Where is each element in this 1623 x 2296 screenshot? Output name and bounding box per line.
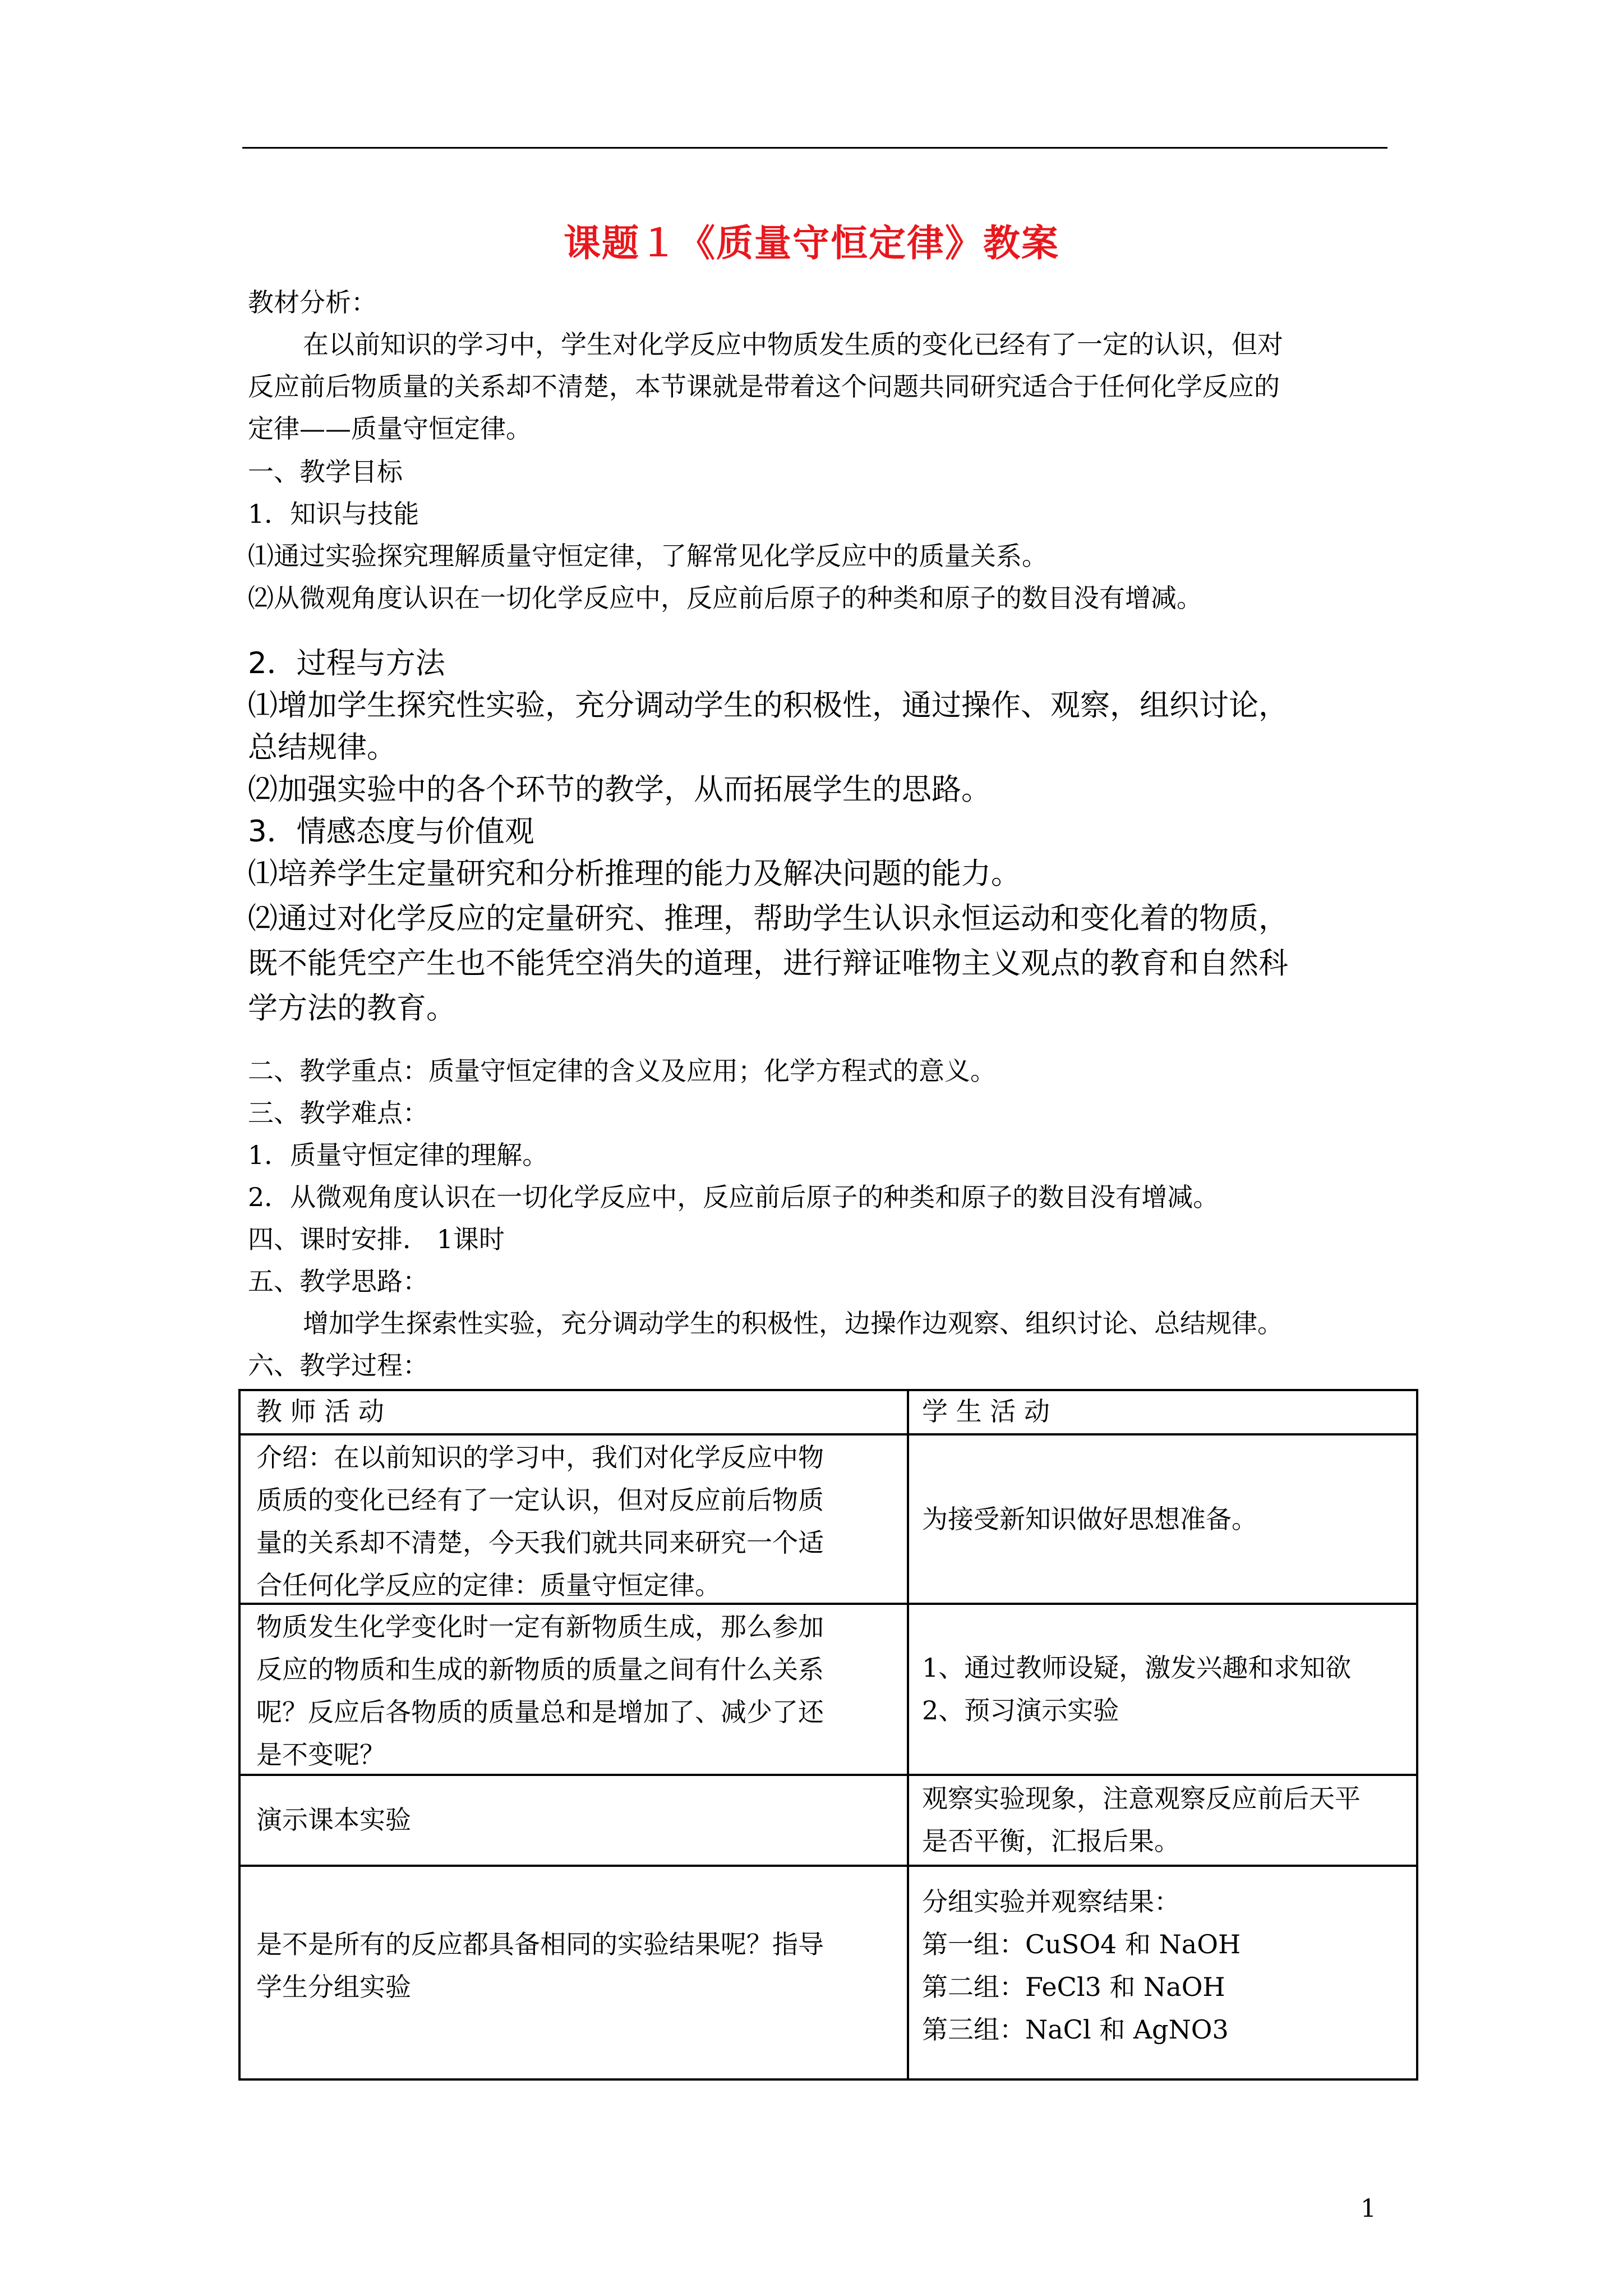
process-heading: 2．过程与方法	[248, 646, 445, 680]
analysis-line-1: 在以前知识的学习中，学生对化学反应中物质发生质的变化已经有了一定的认识，但对	[303, 329, 1283, 360]
cell-line: 1、通过教师设疑，激发兴趣和求知欲	[922, 1653, 1352, 1683]
cell-line: 反应的物质和生成的新物质的质量之间有什么关系	[256, 1654, 824, 1685]
cell-line: 2、预习演示实验	[922, 1695, 1119, 1726]
knowledge-item-2: ⑵从微观角度认识在一切化学反应中，反应前后原子的种类和原子的数目没有增减。	[248, 583, 1202, 613]
goals-heading: 一、教学目标	[248, 457, 403, 487]
emotion-heading: 3．情感态度与价值观	[248, 815, 534, 849]
cell-line: 第一组：CuSO4 和 NaOH	[922, 1929, 1241, 1959]
knowledge-heading: 1．知识与技能	[248, 499, 419, 529]
cell-line: 量的关系却不清楚，今天我们就共同来研究一个适	[256, 1527, 824, 1558]
cell-line: 为接受新知识做好思想准备。	[922, 1504, 1257, 1534]
teacher-cell	[256, 1923, 824, 2008]
approach-text: 增加学生探索性实验，充分调动学生的积极性，边操作边观察、组织讨论、总结规律。	[303, 1308, 1283, 1338]
student-cell	[922, 1646, 1351, 1732]
process-line-2: 总结规律。	[248, 730, 396, 765]
cell-line: 学生分组实验	[256, 1972, 411, 2002]
key-points: 二、教学重点：质量守恒定律的含义及应用；化学方程式的意义。	[248, 1056, 996, 1086]
cell-line: 第二组：FeCl3 和 NaOH	[922, 1972, 1225, 2002]
knowledge-item-1: ⑴通过实验探究理解质量守恒定律，了解常见化学反应中的质量关系。	[248, 541, 1048, 571]
teaching-process-table	[238, 1389, 1418, 2081]
header-teacher: 教 师 活 动	[256, 1396, 384, 1427]
analysis-line-2: 反应前后物质量的关系却不清楚，本节课就是带着这个问题共同研究适合于任何化学反应的	[248, 371, 1280, 402]
teacher-cell	[256, 1436, 824, 1607]
row-divider	[241, 1865, 1416, 1867]
cell-line: 分组实验并观察结果：	[922, 1887, 1180, 1917]
cell-line: 是不变呢？	[256, 1740, 385, 1770]
difficulty-item-2: 2．从微观角度认识在一切化学反应中，反应前后原子的种类和原子的数目没有增减。	[248, 1182, 1219, 1212]
emotion-line-3: 既不能凭空产生也不能凭空消失的道理，进行辩证唯物主义观点的教育和自然科	[248, 946, 1288, 981]
student-cell	[922, 1777, 1361, 1862]
process-table-heading: 六、教学过程：	[248, 1350, 428, 1381]
header-student: 学 生 活 动	[922, 1396, 1050, 1427]
emotion-line-1: ⑴培养学生定量研究和分析推理的能力及解决问题的能力。	[248, 857, 1021, 891]
column-divider	[907, 1391, 909, 2078]
schedule: 四、课时安排． 1课时	[248, 1224, 505, 1254]
page-title: 课题１《质量守恒定律》教案	[564, 221, 1059, 265]
header-rule	[242, 147, 1387, 149]
cell-line: 质质的变化已经有了一定认识，但对反应前后物质	[256, 1485, 824, 1515]
cell-line: 第三组：NaCl 和 AgNO3	[922, 2014, 1229, 2045]
row-divider	[241, 1433, 1416, 1435]
cell-line: 演示课本实验	[256, 1805, 411, 1835]
analysis-heading: 教材分析：	[248, 287, 377, 318]
student-cell	[922, 1880, 1241, 2051]
cell-line: 是不是所有的反应都具备相同的实验结果呢？指导	[256, 1929, 824, 1959]
emotion-line-4: 学方法的教育。	[248, 991, 456, 1025]
cell-line: 是否平衡，汇报后果。	[922, 1826, 1180, 1856]
teacher-cell	[256, 1798, 411, 1841]
approach-heading: 五、教学思路：	[248, 1266, 428, 1296]
difficulties-heading: 三、教学难点：	[248, 1098, 428, 1128]
cell-line: 物质发生化学变化时一定有新物质生成，那么参加	[256, 1612, 824, 1642]
emotion-line-2: ⑵通过对化学反应的定量研究、推理，帮助学生认识永恒运动和变化着的物质，	[248, 901, 1288, 936]
student-cell	[922, 1498, 1257, 1540]
cell-line: 呢？反应后各物质的质量总和是增加了、减少了还	[256, 1697, 824, 1727]
difficulty-item-1: 1．质量守恒定律的理解。	[248, 1140, 548, 1170]
teacher-cell	[256, 1605, 824, 1776]
cell-line: 合任何化学反应的定律：质量守恒定律。	[256, 1570, 721, 1600]
page-number: 1	[1361, 2194, 1376, 2223]
cell-line: 观察实验现象，注意观察反应前后天平	[922, 1783, 1361, 1814]
cell-line: 介绍：在以前知识的学习中，我们对化学反应中物	[256, 1442, 824, 1473]
process-line-1: ⑴增加学生探究性实验，充分调动学生的积极性，通过操作、观察，组织讨论，	[248, 688, 1288, 723]
analysis-line-3: 定律——质量守恒定律。	[248, 413, 532, 444]
process-line-3: ⑵加强实验中的各个环节的教学，从而拓展学生的思路。	[248, 772, 991, 807]
